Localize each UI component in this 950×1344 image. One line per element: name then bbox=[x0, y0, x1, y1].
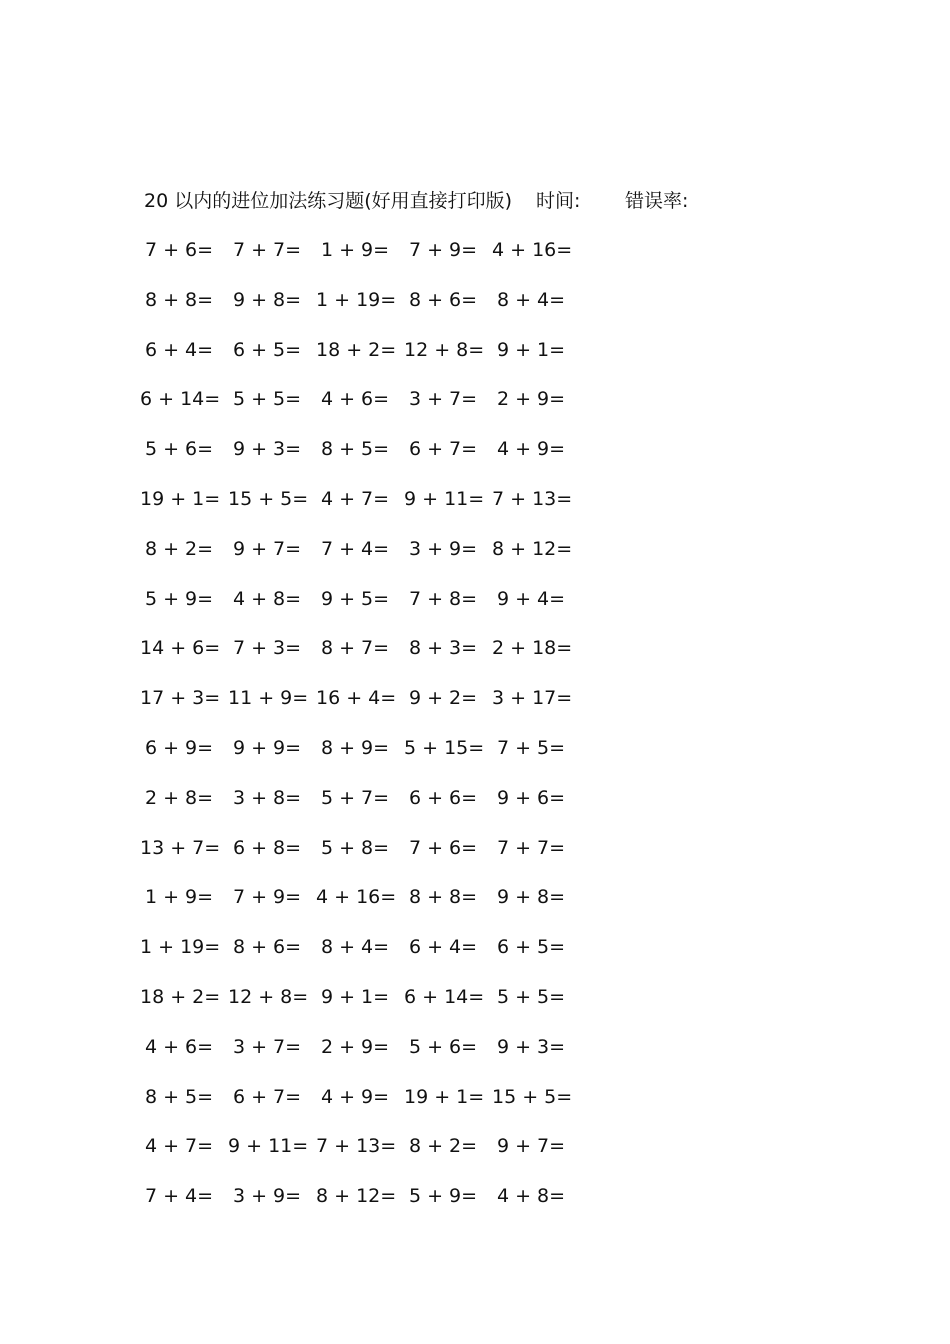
problem-item: 3 + 7= bbox=[232, 1035, 302, 1058]
problem-item: 7 + 4= bbox=[320, 537, 390, 560]
problem-item: 7 + 6= bbox=[408, 836, 478, 859]
problem-item: 5 + 9= bbox=[408, 1185, 478, 1208]
problem-row bbox=[144, 335, 604, 385]
problem-item: 6 + 8= bbox=[232, 836, 302, 859]
problem-item: 3 + 9= bbox=[232, 1185, 302, 1208]
problem-item: 4 + 9= bbox=[496, 438, 566, 461]
problem-item: 6 + 6= bbox=[408, 786, 478, 809]
problem-row bbox=[144, 1131, 604, 1181]
problem-item: 4 + 16= bbox=[492, 239, 573, 261]
problem-item: 9 + 8= bbox=[496, 886, 566, 909]
problem-item: 5 + 5= bbox=[496, 985, 566, 1008]
problem-item: 6 + 4= bbox=[408, 936, 478, 959]
problem-item: 9 + 6= bbox=[496, 786, 566, 809]
problem-item: 12 + 8= bbox=[404, 338, 485, 361]
problem-item: 7 + 4= bbox=[144, 1185, 214, 1208]
problem-item: 3 + 9= bbox=[408, 537, 478, 560]
problem-item: 6 + 9= bbox=[144, 736, 214, 759]
problem-item: 1 + 9= bbox=[320, 239, 390, 261]
problem-item: 7 + 3= bbox=[232, 637, 302, 660]
problem-item: 9 + 1= bbox=[496, 338, 566, 361]
problem-row bbox=[144, 783, 604, 833]
time-label: 时间: bbox=[536, 190, 581, 212]
problem-row bbox=[144, 1082, 604, 1132]
problem-item: 6 + 4= bbox=[144, 338, 214, 361]
problem-item: 7 + 13= bbox=[492, 487, 573, 510]
problem-item: 8 + 4= bbox=[496, 288, 566, 311]
problem-item: 5 + 5= bbox=[232, 388, 302, 411]
problem-item: 7 + 9= bbox=[408, 239, 478, 261]
problem-item: 7 + 5= bbox=[496, 736, 566, 759]
problem-item: 15 + 5= bbox=[228, 487, 309, 510]
problem-item: 17 + 3= bbox=[140, 687, 221, 710]
problem-item: 19 + 1= bbox=[140, 487, 221, 510]
problem-item: 4 + 16= bbox=[316, 886, 397, 909]
problem-item: 8 + 5= bbox=[144, 1085, 214, 1108]
problem-item: 5 + 9= bbox=[144, 587, 214, 610]
problem-item: 9 + 5= bbox=[320, 587, 390, 610]
problem-item: 13 + 7= bbox=[140, 836, 221, 859]
problem-item: 1 + 9= bbox=[144, 886, 214, 909]
problem-item: 6 + 7= bbox=[232, 1085, 302, 1108]
problem-item: 16 + 4= bbox=[316, 687, 397, 710]
problem-item: 14 + 6= bbox=[140, 637, 221, 660]
problem-item: 15 + 5= bbox=[492, 1085, 573, 1108]
problem-grid bbox=[140, 235, 604, 1231]
problem-item: 7 + 8= bbox=[408, 587, 478, 610]
problem-item: 1 + 19= bbox=[140, 936, 221, 959]
problem-item: 9 + 7= bbox=[496, 1135, 566, 1158]
problem-item: 8 + 7= bbox=[320, 637, 390, 660]
problem-item: 3 + 8= bbox=[232, 786, 302, 809]
problem-item: 8 + 2= bbox=[408, 1135, 478, 1158]
problem-item: 9 + 3= bbox=[232, 438, 302, 461]
problem-item: 3 + 17= bbox=[492, 687, 573, 710]
problem-item: 9 + 9= bbox=[232, 736, 302, 759]
problem-item: 8 + 5= bbox=[320, 438, 390, 461]
problem-row bbox=[144, 534, 604, 584]
problem-item: 4 + 8= bbox=[232, 587, 302, 610]
problem-item: 8 + 6= bbox=[232, 936, 302, 959]
problem-item: 4 + 7= bbox=[144, 1135, 214, 1158]
problem-item: 9 + 8= bbox=[232, 288, 302, 311]
problem-item: 4 + 8= bbox=[496, 1185, 566, 1208]
problem-item: 8 + 4= bbox=[320, 936, 390, 959]
error-rate-label: 错误率: bbox=[625, 190, 689, 212]
problem-item: 5 + 15= bbox=[404, 736, 485, 759]
problem-item: 7 + 9= bbox=[232, 886, 302, 909]
problem-row bbox=[140, 384, 604, 434]
problem-item: 9 + 11= bbox=[404, 487, 485, 510]
problem-item: 5 + 6= bbox=[144, 438, 214, 461]
problem-row bbox=[140, 932, 604, 982]
problem-row bbox=[144, 882, 604, 932]
problem-item: 6 + 5= bbox=[496, 936, 566, 959]
problem-item: 2 + 18= bbox=[492, 637, 573, 660]
problem-item: 18 + 2= bbox=[316, 338, 397, 361]
problem-item: 8 + 8= bbox=[408, 886, 478, 909]
problem-row bbox=[140, 633, 604, 683]
problem-item: 8 + 12= bbox=[492, 537, 573, 560]
problem-item: 9 + 3= bbox=[496, 1035, 566, 1058]
problem-item: 4 + 6= bbox=[144, 1035, 214, 1058]
problem-row bbox=[140, 484, 604, 534]
problem-item: 5 + 6= bbox=[408, 1035, 478, 1058]
problem-item: 4 + 6= bbox=[320, 388, 390, 411]
problem-row bbox=[144, 733, 604, 783]
problem-row bbox=[144, 285, 604, 335]
problem-row bbox=[140, 833, 604, 883]
problem-row bbox=[144, 584, 604, 634]
problem-item: 6 + 14= bbox=[140, 388, 221, 411]
problem-row bbox=[140, 683, 604, 733]
problem-item: 5 + 8= bbox=[320, 836, 390, 859]
problem-item: 4 + 7= bbox=[320, 487, 390, 510]
problem-item: 6 + 14= bbox=[404, 985, 485, 1008]
problem-row bbox=[144, 235, 604, 285]
problem-item: 9 + 11= bbox=[228, 1135, 309, 1158]
worksheet-title: 20 以内的进位加法练习题(好用直接打印版) bbox=[144, 190, 513, 212]
problem-item: 19 + 1= bbox=[404, 1085, 485, 1108]
problem-item: 8 + 2= bbox=[144, 537, 214, 560]
problem-item: 7 + 7= bbox=[496, 836, 566, 859]
problem-row bbox=[140, 982, 604, 1032]
problem-item: 7 + 6= bbox=[144, 239, 214, 261]
problem-item: 8 + 6= bbox=[408, 288, 478, 311]
problem-item: 7 + 13= bbox=[316, 1135, 397, 1158]
problem-item: 1 + 19= bbox=[316, 288, 397, 311]
problem-item: 8 + 9= bbox=[320, 736, 390, 759]
problem-row bbox=[144, 434, 604, 484]
problem-item: 4 + 9= bbox=[320, 1085, 390, 1108]
problem-item: 12 + 8= bbox=[228, 985, 309, 1008]
problem-item: 2 + 8= bbox=[144, 786, 214, 809]
problem-item: 18 + 2= bbox=[140, 985, 221, 1008]
problem-item: 5 + 7= bbox=[320, 786, 390, 809]
problem-item: 11 + 9= bbox=[228, 687, 309, 710]
problem-item: 2 + 9= bbox=[496, 388, 566, 411]
problem-item: 6 + 7= bbox=[408, 438, 478, 461]
worksheet-header bbox=[144, 186, 744, 216]
problem-item: 7 + 7= bbox=[232, 239, 302, 261]
problem-row bbox=[144, 1032, 604, 1082]
problem-item: 8 + 8= bbox=[144, 288, 214, 311]
problem-item: 8 + 12= bbox=[316, 1185, 397, 1208]
problem-item: 9 + 1= bbox=[320, 985, 390, 1008]
problem-item: 9 + 7= bbox=[232, 537, 302, 560]
problem-item: 6 + 5= bbox=[232, 338, 302, 361]
problem-item: 9 + 2= bbox=[408, 687, 478, 710]
problem-item: 2 + 9= bbox=[320, 1035, 390, 1058]
problem-item: 8 + 3= bbox=[408, 637, 478, 660]
problem-row bbox=[144, 1181, 604, 1231]
problem-item: 9 + 4= bbox=[496, 587, 566, 610]
problem-item: 3 + 7= bbox=[408, 388, 478, 411]
